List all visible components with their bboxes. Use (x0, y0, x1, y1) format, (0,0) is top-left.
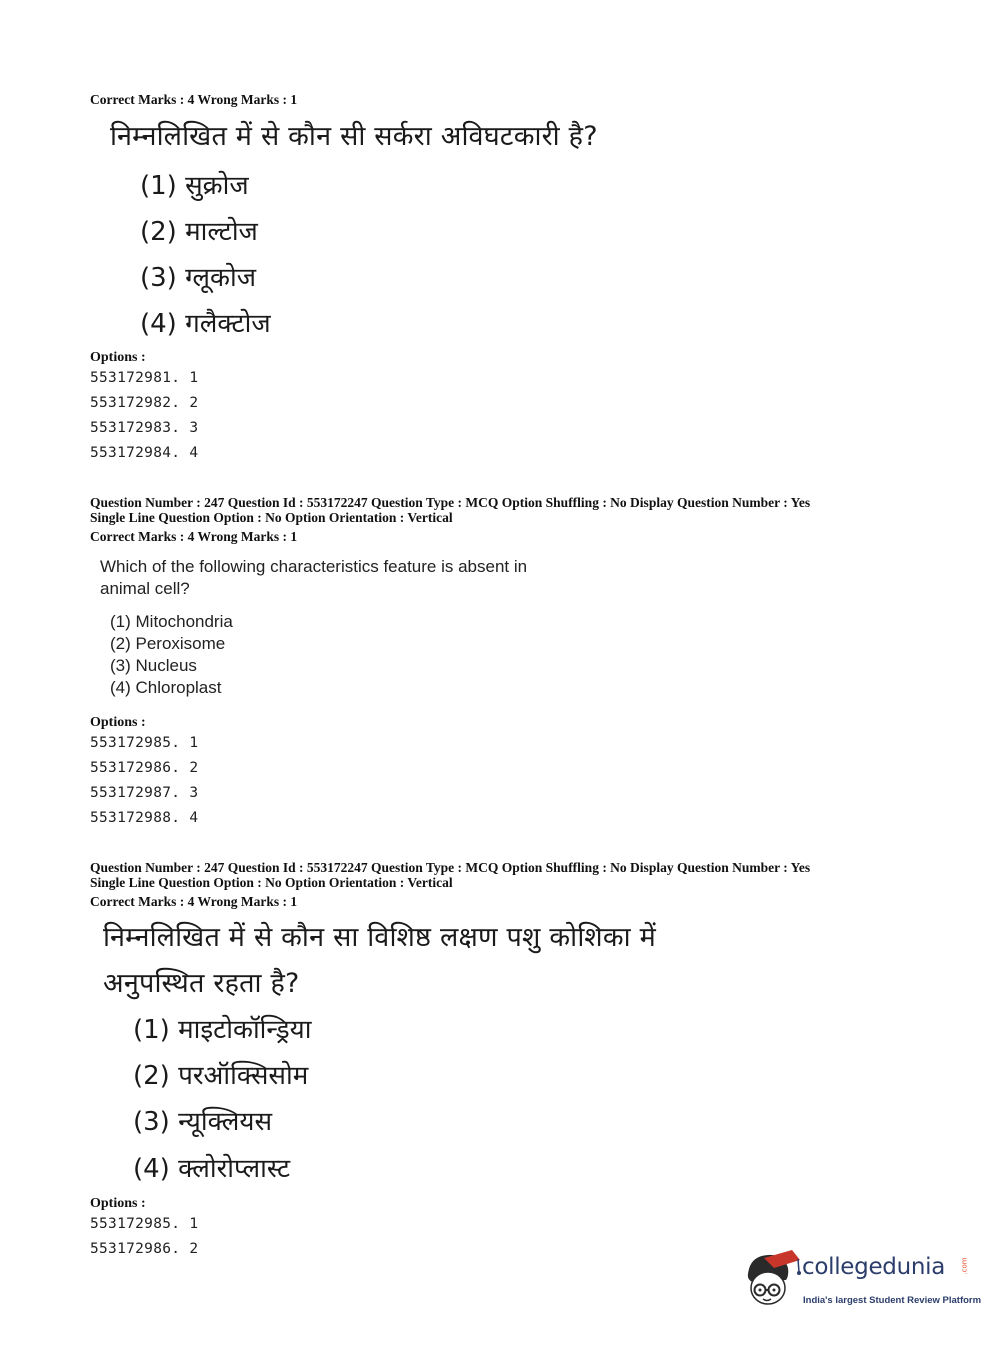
option-id: 553172988. 4 (90, 810, 199, 826)
option-id: 553172984. 4 (90, 445, 199, 461)
question-meta-line-2: Single Line Question Option : No Option Orientation : Vertical (90, 510, 453, 525)
option-id: 553172986. 2 (90, 760, 199, 776)
question-text-line-2: अनुपस्थित रहता है? (103, 968, 300, 999)
choice-3: (3) ग्लूकोज (140, 263, 257, 293)
choice-2: (2) परऑक्सिसोम (133, 1061, 309, 1091)
option-id: 553172982. 2 (90, 395, 199, 411)
choice-3: (3) Nucleus (110, 656, 197, 675)
options-label: Options : (90, 715, 146, 730)
choice-1: (1) Mitochondria (110, 612, 233, 631)
option-id: 553172985. 1 (90, 1216, 199, 1232)
option-id: 553172983. 3 (90, 420, 199, 436)
options-label: Options : (90, 350, 146, 365)
choice-4: (4) क्लोरोप्लास्ट (133, 1154, 291, 1184)
question-meta-line-1: Question Number : 247 Question Id : 553172247 Question Type : MCQ Option Shuffling : No Display Question Number : Yes (90, 860, 811, 875)
option-id: 553172985. 1 (90, 735, 199, 751)
marks-line: Correct Marks : 4 Wrong Marks : 1 (90, 894, 298, 909)
choice-2: (2) Peroxisome (110, 634, 226, 653)
question-meta-line-2: Single Line Question Option : No Option Orientation : Vertical (90, 875, 453, 890)
logo-tagline: India's largest Student Review Platform (803, 1295, 982, 1306)
choice-4: (4) Chloroplast (110, 678, 222, 697)
question-text-line-1: Which of the following characteristics feature is absent in (100, 557, 528, 576)
marks-line: Correct Marks : 4 Wrong Marks : 1 (90, 529, 298, 544)
logo-domain-suffix: .com (960, 1257, 969, 1275)
collegedunia-logo (742, 1248, 982, 1310)
option-id: 553172981. 1 (90, 370, 199, 386)
choice-2: (2) माल्टोज (140, 217, 258, 247)
choice-1: (1) माइटोकॉन्ड्रिया (133, 1015, 312, 1045)
question-meta-line-1: Question Number : 247 Question Id : 553172247 Question Type : MCQ Option Shuffling : No Display Question Number : Yes (90, 495, 811, 510)
option-id: 553172986. 2 (90, 1241, 199, 1257)
choice-3: (3) न्यूक्लियस (133, 1107, 273, 1137)
logo-wordmark: collegedunia (802, 1254, 946, 1280)
choice-1: (1) सुक्रोज (140, 171, 249, 201)
options-label: Options : (90, 1196, 146, 1211)
student-mascot-icon (742, 1248, 802, 1310)
question-text: निम्नलिखित में से कौन सी सर्करा अविघटकारी है? (110, 121, 598, 152)
option-id: 553172987. 3 (90, 785, 199, 801)
question-text-line-2: animal cell? (100, 579, 190, 598)
choice-4: (4) गलैक्टोज (140, 309, 271, 339)
marks-line: Correct Marks : 4 Wrong Marks : 1 (90, 92, 298, 107)
question-text-line-1: निम्नलिखित में से कौन सा विशिष्ठ लक्षण पशु कोशिका में (103, 922, 656, 953)
